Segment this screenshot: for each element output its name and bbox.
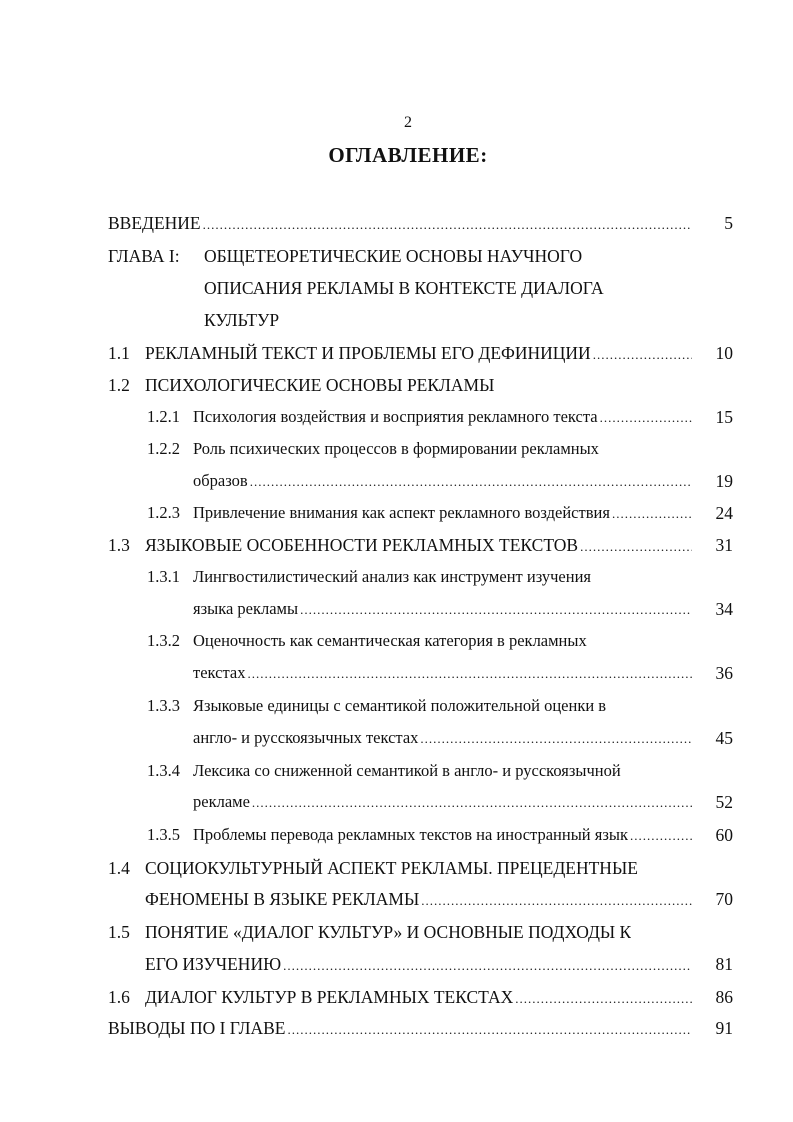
dot-leader	[630, 823, 692, 848]
toc-entry-1-2-2[interactable]: Роль психических процессов в формировании рекламных	[193, 439, 599, 458]
toc-entry-title: рекламе	[193, 792, 250, 811]
toc-section-number: 1.6	[108, 987, 130, 1007]
toc-subsection-number: 1.2.2	[147, 439, 180, 458]
toc-subsection-number: 1.3.1	[147, 567, 180, 586]
toc-page-number: 45	[715, 728, 733, 748]
toc-entry-title: РЕКЛАМНЫЙ ТЕКСТ И ПРОБЛЕМЫ ЕГО ДЕФИНИЦИИ	[145, 343, 591, 363]
toc-page-number: 52	[715, 792, 733, 812]
chapter-label: ГЛАВА I:	[108, 246, 180, 266]
toc-entry-1-5-cont[interactable]	[145, 951, 694, 977]
toc-entry-1-2[interactable]: ПСИХОЛОГИЧЕСКИЕ ОСНОВЫ РЕКЛАМЫ	[145, 375, 495, 395]
dot-leader	[283, 953, 692, 977]
toc-entry-conclusions[interactable]	[108, 1015, 694, 1041]
dot-leader	[421, 888, 692, 912]
toc-section-number: 1.3	[108, 535, 130, 555]
toc-page-number: 24	[715, 503, 733, 523]
toc-entry-title: ФЕНОМЕНЫ В ЯЗЫКЕ РЕКЛАМЫ	[145, 889, 420, 909]
toc-entry-1-4[interactable]: СОЦИОКУЛЬТУРНЫЙ АСПЕКТ РЕКЛАМЫ. ПРЕЦЕДЕНТНЫЕ	[145, 858, 638, 878]
toc-entry-title: ЕГО ИЗУЧЕНИЮ	[145, 954, 282, 974]
dot-leader	[250, 469, 692, 494]
toc-entry-title: ВЫВОДЫ ПО I ГЛАВЕ	[108, 1018, 286, 1038]
toc-page-number: 10	[715, 343, 733, 363]
toc-page-number: 81	[715, 954, 733, 974]
toc-entry-1-3[interactable]	[145, 532, 694, 558]
toc-subsection-number: 1.3.2	[147, 631, 180, 650]
toc-entry-1-3-4[interactable]: Лексика со сниженной семантикой в англо- и русскоязычной	[193, 761, 621, 780]
toc-entry-1-1[interactable]	[145, 340, 694, 366]
toc-entry-title: Проблемы перевода рекламных текстов на иностранный язык	[193, 825, 628, 844]
toc-entry-title: ВВЕДЕНИЕ	[108, 213, 201, 233]
toc-section-number: 1.2	[108, 375, 130, 395]
toc-page-number: 36	[715, 663, 733, 683]
dot-leader	[252, 790, 692, 815]
toc-page-number: 70	[715, 889, 733, 909]
toc-section-number: 1.5	[108, 922, 130, 942]
toc-entry-1-3-1[interactable]: Лингвостилистический анализ как инструмент изучения	[193, 567, 591, 586]
toc-subsection-number: 1.3.3	[147, 696, 180, 715]
toc-subsection-number: 1.2.3	[147, 503, 180, 522]
dot-leader	[593, 342, 692, 366]
toc-entry-1-3-2-cont[interactable]	[193, 660, 694, 686]
toc-entry-1-3-5[interactable]	[193, 822, 694, 848]
chapter-title-line: ОПИСАНИЯ РЕКЛАМЫ В КОНТЕКСТЕ ДИАЛОГА	[204, 278, 604, 298]
toc-entry-title: ДИАЛОГ КУЛЬТУР В РЕКЛАМНЫХ ТЕКСТАХ	[145, 987, 514, 1007]
toc-entry-1-2-2-cont[interactable]	[193, 468, 694, 494]
toc-subsection-number: 1.2.1	[147, 407, 180, 426]
toc-page-number: 34	[715, 599, 733, 619]
dot-leader	[287, 1017, 692, 1041]
toc-page-number: 60	[715, 825, 733, 845]
toc-entry-title: языка рекламы	[193, 599, 299, 618]
toc-page-number: 86	[715, 987, 733, 1007]
toc-entry-title: текстах	[193, 663, 246, 682]
toc-entry-title: ЯЗЫКОВЫЕ ОСОБЕННОСТИ РЕКЛАМНЫХ ТЕКСТОВ	[145, 535, 579, 555]
toc-page-number: 19	[715, 471, 733, 491]
toc-entry-1-2-3[interactable]	[193, 500, 694, 526]
toc-entry-1-3-1-cont[interactable]	[193, 596, 694, 622]
chapter-title-line: КУЛЬТУР	[204, 310, 280, 330]
toc-section-number: 1.4	[108, 858, 130, 878]
chapter-title-line: ОБЩЕТЕОРЕТИЧЕСКИЕ ОСНОВЫ НАУЧНОГО	[204, 246, 583, 266]
dot-leader	[300, 597, 692, 622]
toc-page-number: 31	[715, 535, 733, 555]
toc-page-number: 5	[724, 213, 733, 233]
toc-entry-1-3-3-cont[interactable]	[193, 725, 694, 751]
toc-entry-title: Привлечение внимания как аспект рекламного воздействия	[193, 503, 610, 522]
dot-leader	[420, 726, 692, 751]
toc-entry-1-2-1[interactable]	[193, 404, 694, 430]
dot-leader	[612, 501, 692, 526]
toc-section-number: 1.1	[108, 343, 130, 363]
page-title: ОГЛАВЛЕНИЕ:	[328, 143, 488, 167]
toc-entry-1-5[interactable]: ПОНЯТИЕ «ДИАЛОГ КУЛЬТУР» И ОСНОВНЫЕ ПОДХОДЫ К	[145, 922, 632, 942]
dot-leader	[600, 405, 692, 430]
dot-leader	[247, 661, 692, 686]
toc-page-number: 15	[715, 407, 733, 427]
toc-entry-title: англо- и русскоязычных текстах	[193, 728, 419, 747]
page-number: 2	[404, 114, 412, 131]
dot-leader	[580, 534, 692, 558]
toc-entry-1-4-cont[interactable]	[145, 886, 694, 912]
toc-entry-1-3-3[interactable]: Языковые единицы с семантикой положительной оценки в	[193, 696, 607, 715]
toc-entry-intro[interactable]	[108, 210, 694, 236]
toc-entry-title: Психология воздействия и восприятия рекламного текста	[193, 407, 598, 426]
dot-leader	[515, 986, 692, 1010]
toc-entry-1-3-2[interactable]: Оценочность как семантическая категория в рекламных	[193, 631, 587, 650]
toc-entry-1-3-4-cont[interactable]	[193, 789, 694, 815]
toc-entry-1-6[interactable]	[145, 984, 694, 1010]
toc-subsection-number: 1.3.5	[147, 825, 180, 844]
dot-leader	[203, 212, 692, 236]
toc-entry-title: образов	[193, 471, 248, 490]
toc-page-number: 91	[715, 1018, 733, 1038]
toc-subsection-number: 1.3.4	[147, 761, 180, 780]
